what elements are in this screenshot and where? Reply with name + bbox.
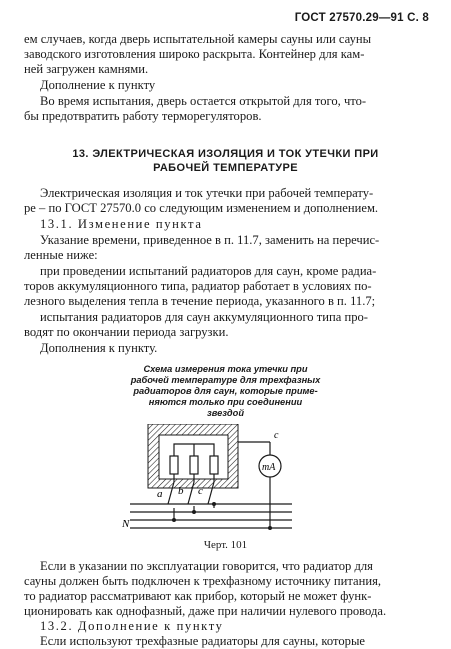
neutral-label: N [122, 518, 130, 530]
phase-label-a: a [157, 488, 163, 500]
text-line: заводского изготовления широко раскрыта. Контейнер для кам- [24, 47, 365, 61]
text-line: водят по окончании периода загрузки. [24, 325, 229, 339]
addendum-label: Дополнения к пункту. [40, 341, 158, 355]
clause-title: 13.1. Изменение пункта [40, 217, 203, 231]
figure-caption: няются только при соединении [148, 397, 303, 407]
text-line: то радиатор рассматривают как прибор, который не может функ- [24, 589, 372, 603]
milliammeter-label: mA [262, 462, 276, 473]
text-line: ционировать как однофазный, даже при наличии нулевого провода. [24, 604, 387, 618]
addendum-label: Дополнение к пункту [40, 78, 156, 92]
meter-terminal-label: c [274, 430, 279, 441]
clause-title: 13.2. Дополнение к пункту [40, 619, 224, 633]
text-line: при проведении испытаний радиаторов для саун, кроме радиа- [40, 264, 377, 278]
figure-caption: звездой [206, 408, 245, 418]
figure-number: Черт. 101 [203, 539, 248, 551]
text-line: Электрическая изоляция и ток утечки при рабочей температу- [40, 186, 374, 200]
text-line: ем случаев, когда дверь испытательной камеры сауны или сауны [24, 32, 372, 46]
text-line: Во время испытания, дверь остается открытой для того, что- [40, 94, 367, 108]
text-line: сауны должен быть подключен к трехфазному источнику питания, [24, 574, 382, 588]
text-line: Если в указании по эксплуатации говорится, что радиатор для [40, 559, 373, 573]
circuit-diagram [0, 424, 451, 534]
text-line: ре – по ГОСТ 27570.0 со следующим изменением и дополнением. [24, 201, 379, 215]
section-heading: 13. ЭЛЕКТРИЧЕСКАЯ ИЗОЛЯЦИЯ И ТОК УТЕЧКИ ПРИ [72, 148, 379, 160]
connection-dots [172, 502, 272, 530]
text-line: Если используют трехфазные радиаторы для сауны, которые [40, 634, 365, 648]
figure-caption: Схема измерения тока утечки при [143, 364, 308, 374]
text-line: ней загружен камнями. [24, 62, 149, 76]
text-line: лезного выделения тепла в течение периода, указанного в п. 11.7; [24, 294, 376, 308]
text-line: Указание времени, приведенное в п. 11.7, заменить на перечис- [40, 233, 380, 247]
text-line: торов аккумуляционного типа, радиатор работает в условиях по- [24, 279, 372, 293]
text-line: испытания радиаторов для саун аккумуляционного типа про- [40, 310, 368, 324]
phase-label-c: c [198, 485, 203, 497]
text-line: бы предотвратить работу терморегуляторов. [24, 109, 262, 123]
milliammeter-circuit [238, 442, 281, 528]
figure-caption: рабочей температуре для трехфазных [130, 375, 321, 385]
phase-label-b: b [178, 485, 184, 497]
text-line: ленные ниже: [24, 248, 98, 262]
section-heading: РАБОЧЕЙ ТЕМПЕРАТУРЕ [153, 162, 298, 174]
page-header: ГОСТ 27570.29—91 С. 8 [294, 12, 429, 24]
figure-caption: радиаторов для саун, которые приме- [133, 386, 318, 396]
supply-lines [130, 504, 292, 528]
